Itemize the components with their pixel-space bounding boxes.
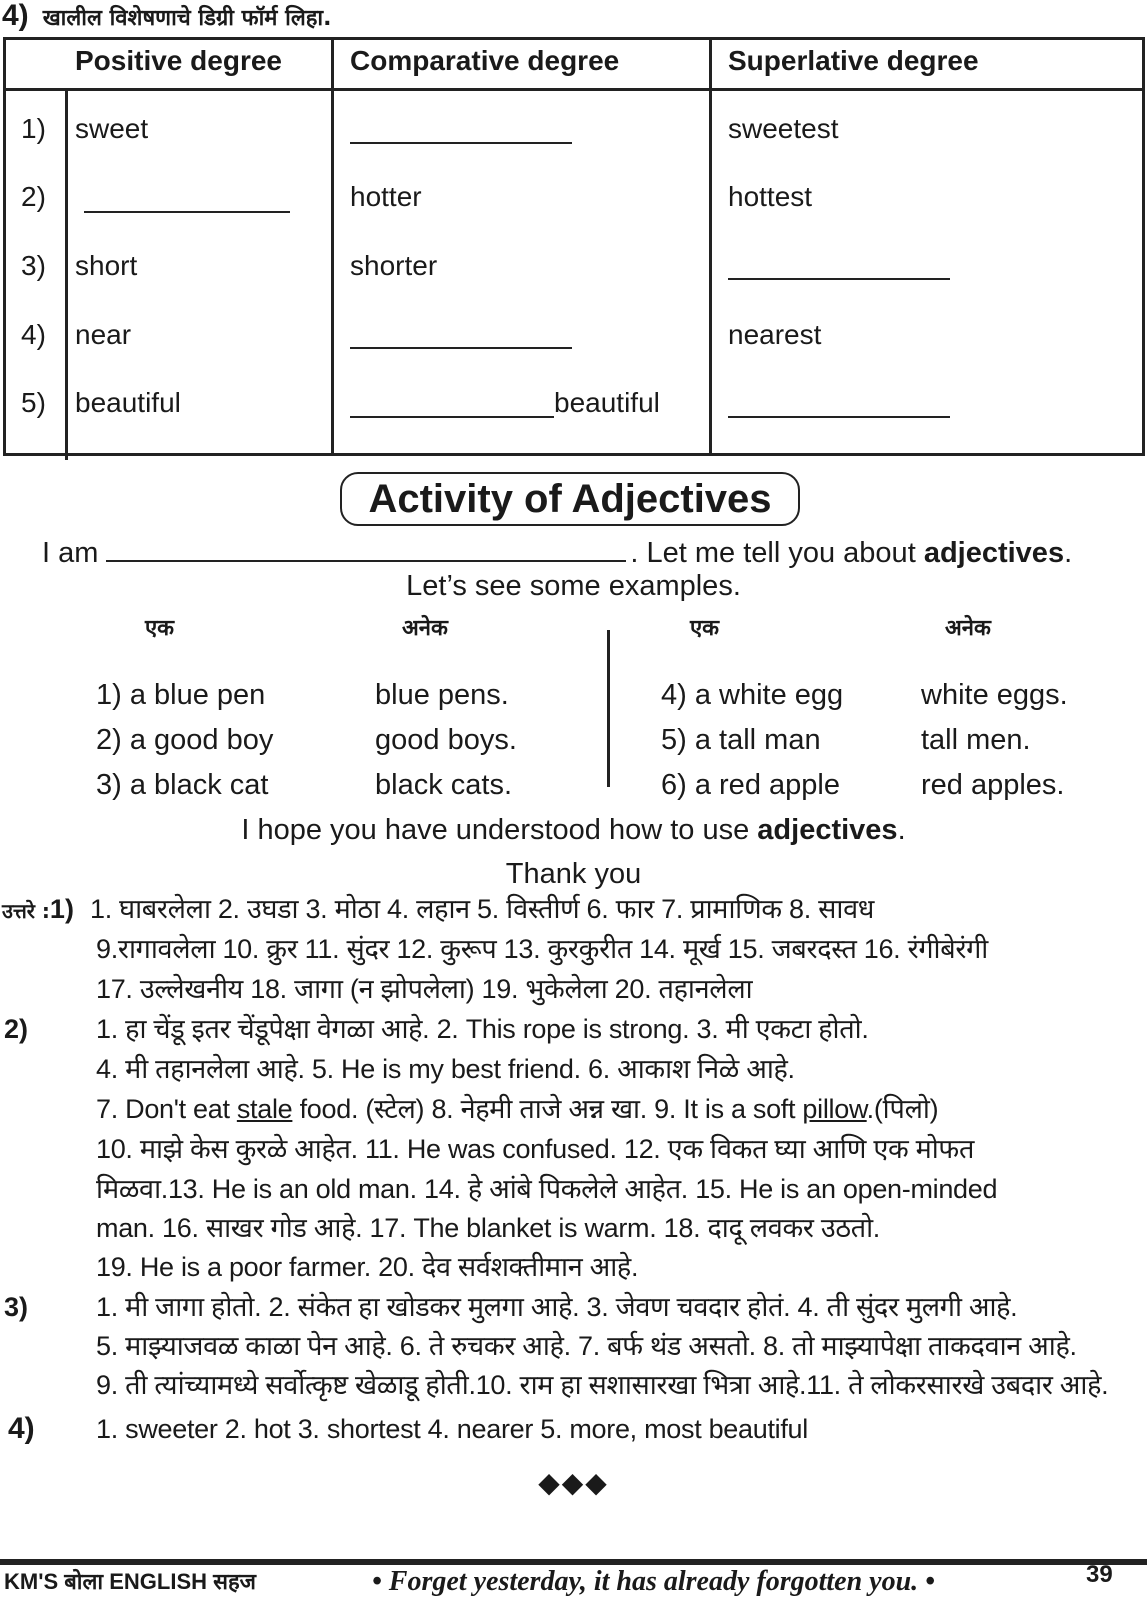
answer-4-label: 4)	[8, 1412, 35, 1445]
footer-quote: • Forget yesterday, it has already forgotten you. •	[372, 1566, 935, 1597]
closing-bold: adjectives	[757, 814, 898, 846]
example-plural: blue pens.	[375, 679, 509, 711]
header-comparative: Comparative degree	[350, 45, 620, 76]
footer-book-title: KM'S बोला ENGLISH सहज	[4, 1569, 256, 1594]
example-singular: 1) a blue pen	[96, 679, 266, 711]
activity-title: Activity of Adjectives	[340, 472, 800, 526]
answer-2-line	[96, 1090, 938, 1128]
row-number: 1)	[21, 113, 46, 144]
positive-cell: near	[75, 319, 132, 350]
answers-label	[2, 890, 74, 930]
answer-3-line: 1. मी जागा होतो. 2. संकेत हा खोडकर मुलगा आहे. 3. जेवण चवदार होतं. 4. ती सुंदर मुलगी आहे.	[96, 1292, 1018, 1322]
answer-1-line: 1. घाबरलेला 2. उघडा 3. मोठा 4. लहान 5. विस्तीर्ण 6. फार 7. प्रामाणिक 8. सावध	[90, 894, 875, 924]
positive-cell: sweet	[75, 113, 149, 144]
answer-2-line: मिळवा.13. He is an old man. 14. हे आंबे पिकलेले आहेत. 15. He is an open-minded	[96, 1174, 998, 1204]
name-blank[interactable]	[106, 534, 626, 562]
row-number: 2)	[21, 181, 46, 212]
positive-blank[interactable]	[84, 211, 290, 213]
comparative-blank[interactable]	[350, 416, 554, 418]
closing-end: .	[897, 814, 906, 846]
underlined-word: pillow	[802, 1094, 867, 1124]
answer-3-line: 5. माझ्याजवळ काळा पेन आहे. 6. ते रुचकर आहे. 7. बर्फ थंड असतो. 8. तो माझ्यापेक्षा ताकदवान आहे.	[96, 1331, 1077, 1361]
intro-prefix: I am	[42, 537, 99, 569]
comparative-cell: beautiful	[554, 387, 660, 418]
row-number: 5)	[21, 387, 46, 418]
table-header-divider	[6, 88, 1142, 91]
example-plural: good boys.	[375, 724, 517, 756]
intro-end: .	[1064, 537, 1073, 569]
row-number: 4)	[21, 319, 46, 350]
page-number: 39	[1086, 1561, 1113, 1588]
superlative-cell: nearest	[728, 319, 822, 350]
closing-line	[0, 812, 1147, 848]
end-marker-diamonds: ◆◆◆	[538, 1467, 609, 1498]
answer-2-line: 19. He is a poor farmer. 20. देव सर्वशक्तीमान आहे.	[96, 1252, 639, 1282]
answer-text: .(पिलो)	[866, 1094, 939, 1124]
answer-2-line: 4. मी तहानलेला आहे. 5. He is my best friend. 6. आकाश निळे आहे.	[96, 1054, 795, 1084]
question-heading	[2, 0, 331, 39]
col-singular-right: एक	[690, 616, 720, 641]
col-plural-left: अनेक	[402, 616, 448, 641]
answer-2-line: man. 16. साखर गोड आहे. 17. The blanket is warm. 18. दादू लवकर उठतो.	[96, 1213, 881, 1243]
answer-1-line: 17. उल्लेखनीय 18. जागा (न झोपलेला) 19. भुकेलेला 20. तहानलेला	[96, 974, 753, 1004]
example-plural: tall men.	[921, 724, 1031, 756]
intro-suffix: . Let me tell you about	[630, 537, 924, 569]
example-singular: 5) a tall man	[661, 724, 821, 756]
answer-text: 7. Don't eat	[96, 1094, 237, 1124]
answer-2-line: 1. हा चेंडू इतर चेंडूपेक्षा वेगळा आहे. 2. This rope is strong. 3. मी एकटा होतो.	[96, 1014, 869, 1044]
answer-3-label: 3)	[4, 1292, 29, 1322]
col-plural-right: अनेक	[945, 616, 991, 641]
example-plural: white eggs.	[921, 679, 1068, 711]
row-number: 3)	[21, 250, 46, 281]
answer-2-line: 10. माझे केस कुरळे आहेत. 11. He was confused. 12. एक विकत घ्या आणि एक मोफत	[96, 1134, 975, 1164]
positive-cell: beautiful	[75, 387, 181, 418]
header-positive: Positive degree	[75, 45, 282, 76]
example-singular: 6) a red apple	[661, 769, 840, 801]
answer-text: food. (स्टेल) 8. नेहमी ताजे अन्न खा. 9. It is a soft	[292, 1094, 803, 1124]
question-number: 4)	[2, 0, 29, 32]
comparative-blank[interactable]	[350, 142, 572, 144]
answer-1-line: 9.रागावलेला 10. क्रुर 11. सुंदर 12. कुरूप 13. कुरकुरीत 14. मूर्ख 15. जबरदस्त 16. रंगीबेरंगी	[96, 934, 988, 964]
comparative-cell: shorter	[350, 250, 438, 281]
header-superlative: Superlative degree	[728, 45, 979, 76]
example-singular: 2) a good boy	[96, 724, 274, 756]
col-singular-left: एक	[145, 616, 175, 641]
intro-bold: adjectives	[923, 537, 1065, 569]
examples-line: Let’s see some examples.	[406, 570, 741, 602]
closing-prefix: I hope you have understood how to use	[241, 814, 758, 846]
answers-heading: उत्तरे :	[2, 899, 50, 923]
number-column-divider	[65, 88, 68, 460]
comparative-blank[interactable]	[350, 347, 572, 349]
column-divider-1	[331, 40, 334, 453]
example-singular: 4) a white egg	[661, 679, 844, 711]
question-instruction: खालील विशेषणाचे डिग्री फॉर्म लिहा.	[42, 6, 332, 31]
superlative-cell: hottest	[728, 181, 813, 212]
answer-2-label: 2)	[4, 1014, 29, 1044]
superlative-cell: sweetest	[728, 113, 839, 144]
example-singular: 3) a black cat	[96, 769, 269, 801]
answer-4-line: 1. sweeter 2. hot 3. shortest 4. nearer 5. more, most beautiful	[96, 1414, 808, 1444]
answer-3-line: 9. ती त्यांच्यामध्ये सर्वोत्कृष्ट खेळाडू होती.10. राम हा सशासारखा भित्रा आहे.11. ते लोकरसारखे उबदार आहे.	[96, 1370, 1109, 1400]
superlative-blank[interactable]	[728, 278, 950, 280]
example-plural: black cats.	[375, 769, 512, 801]
underlined-word: stale	[236, 1094, 293, 1124]
thank-you: Thank you	[505, 858, 642, 890]
example-plural: red apples.	[921, 769, 1065, 801]
degree-table	[3, 37, 1145, 456]
examples-divider	[607, 630, 610, 787]
comparative-cell: hotter	[350, 181, 422, 212]
answer-1-label: 1)	[49, 894, 74, 924]
positive-cell: short	[75, 250, 138, 281]
intro-line	[42, 534, 1072, 571]
superlative-blank[interactable]	[728, 416, 950, 418]
column-divider-2	[709, 40, 712, 453]
